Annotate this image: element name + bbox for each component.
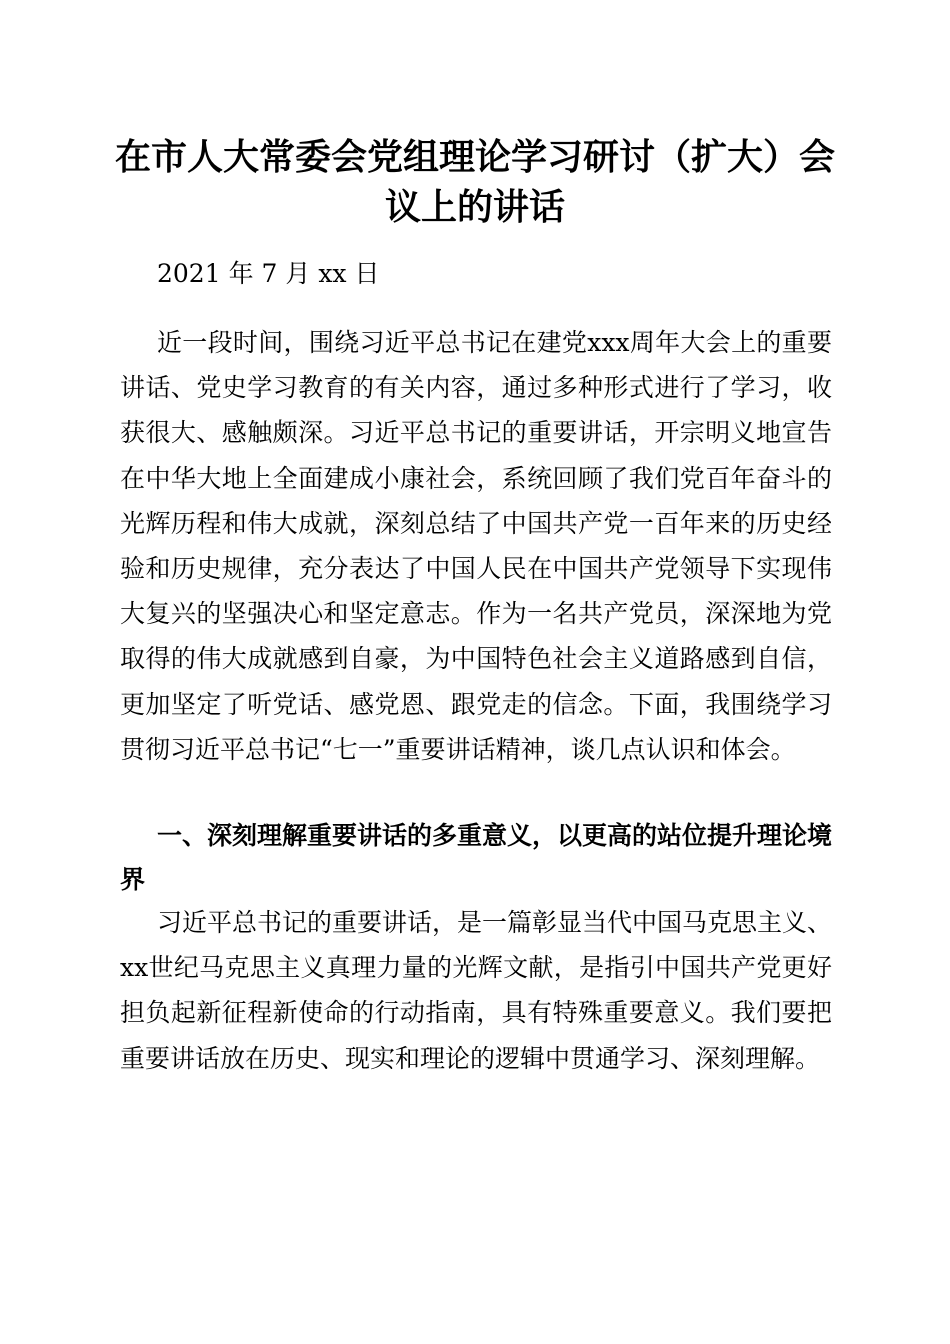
body-paragraph-intro: 近一段时间，围绕习近平总书记在建党xxx周年大会上的重要讲话、党史学习教育的有关内容，通过多种形式进行了学习，收获很大、感触颇深。习近平总书记的重要讲话，开宗明义地宣告在中华大地上全面建成小康社会，系统回顾了我们党百年奋斗的光辉历程和伟大成就，深刻总结了中国共产党一百年来的历史经验和历史规律，充分表达了中国人民在中国共产党领导下实现伟大复兴的坚强决心和坚定意志。作为一名共产党员，深深地为党取得的伟大成就感到自豪，为中国特色社会主义道路感到自信，更加坚定了听党话、感党恩、跟党走的信念。下面，我围绕学习贯彻习近平总书记“七一”重要讲话精神，谈几点认识和体会。 bbox=[120, 328, 832, 764]
document-date: 2021 年 7 月 xx 日 bbox=[157, 259, 380, 288]
section-heading-1: 一、深刻理解重要讲话的多重意义，以更高的站位提升理论境界 bbox=[120, 821, 833, 894]
document-title: 在市人大常委会党组理论学习研讨（扩大）会议上的讲话 bbox=[114, 136, 835, 228]
body-paragraph-section-1: 习近平总书记的重要讲话，是一篇彰显当代中国马克思主义、xx世纪马克思主义真理力量的光辉文献，是指引中国共产党更好担负起新征程新使命的行动指南，具有特殊重要意义。我们要把重要讲话放在历史、现实和理论的逻辑中贯通学习、深刻理解。 bbox=[120, 908, 833, 1073]
